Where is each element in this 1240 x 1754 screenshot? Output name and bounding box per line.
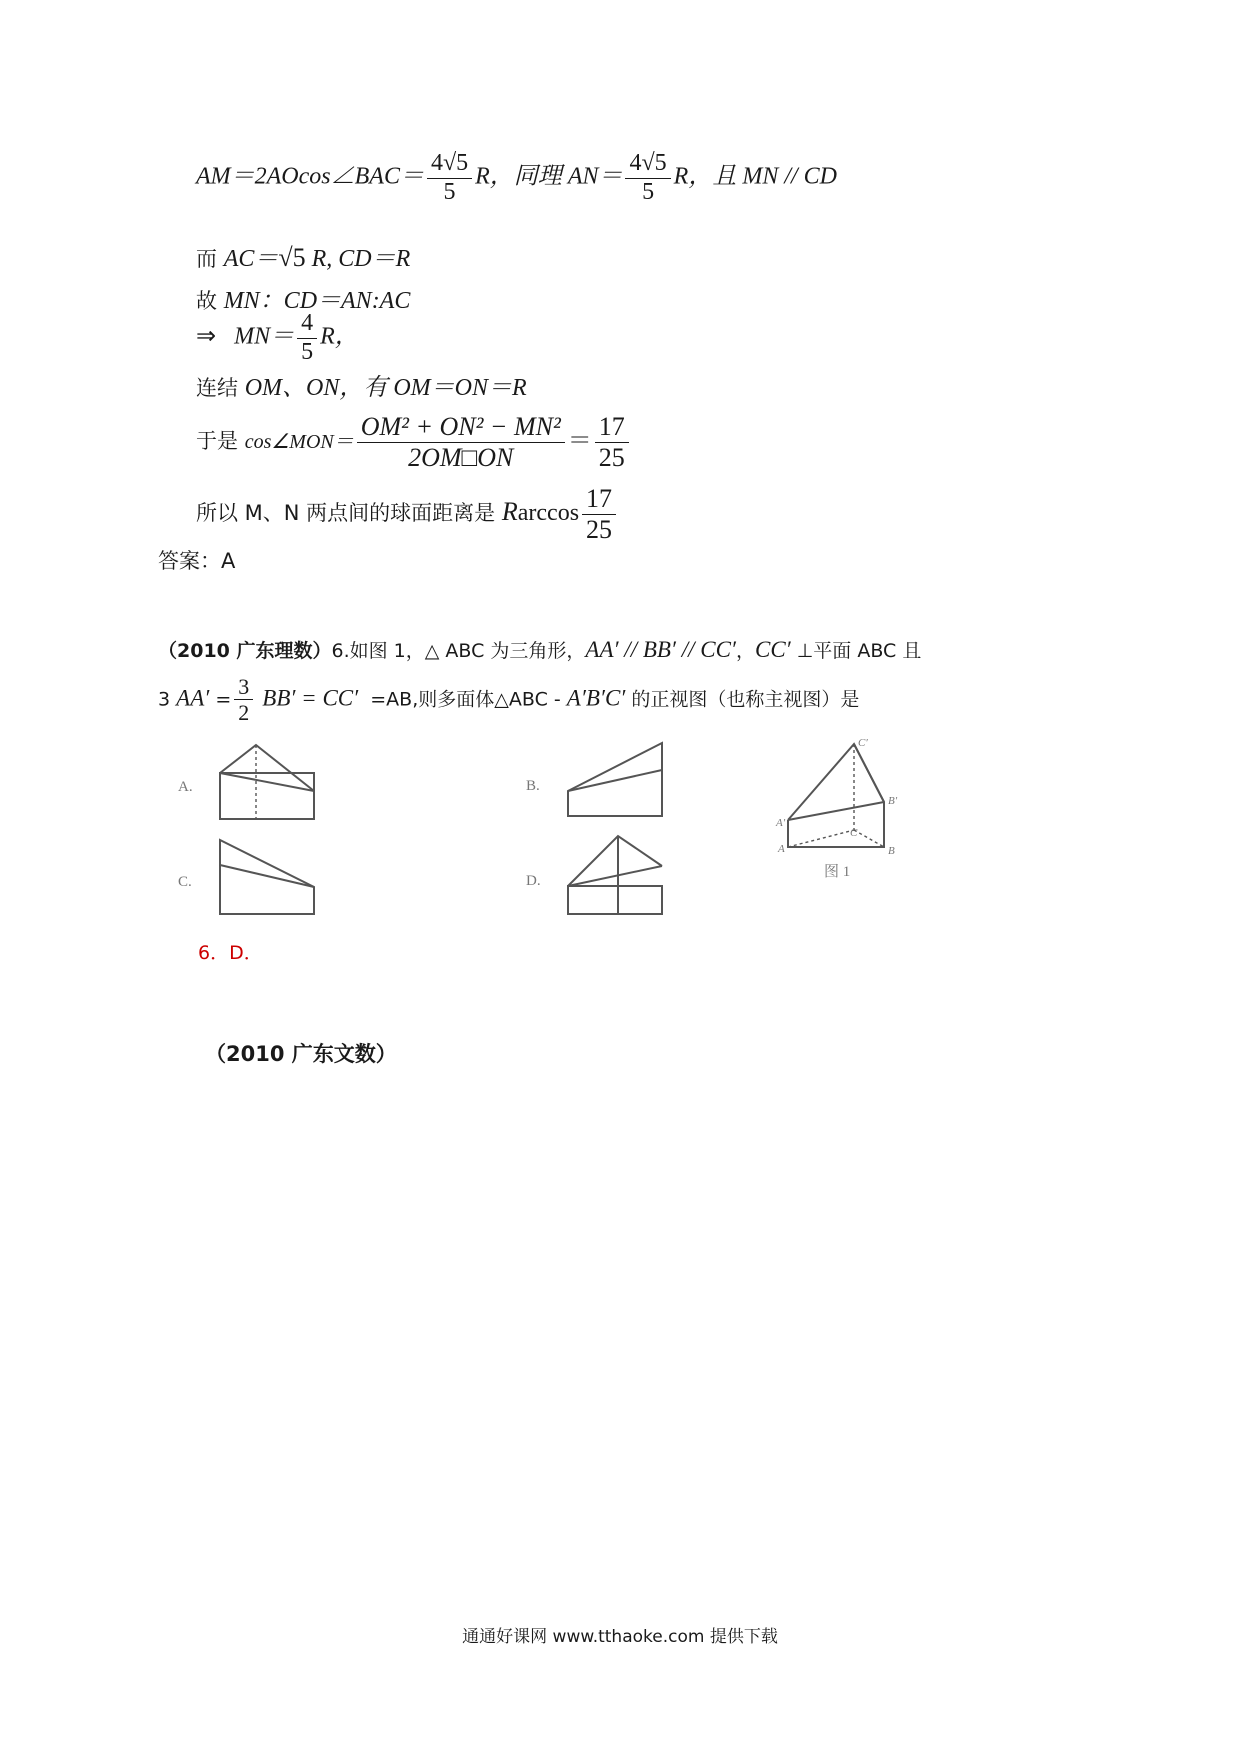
- answer-line: 答案：A: [158, 549, 236, 573]
- solution-line-3: 故 MN：CD＝AN:AC: [196, 288, 411, 314]
- solution-line-5: 连结 OM、ON，有 OM＝ON＝R: [196, 375, 527, 401]
- am-expression: AM＝2AOcos∠BAC＝: [196, 163, 424, 190]
- label-b-prime: B′: [888, 795, 898, 807]
- option-c-label: C.: [178, 874, 192, 890]
- option-figures: [150, 730, 1050, 930]
- solution-line-4: ⇒ MN＝ $\frac{4}{5}$ R，: [196, 310, 359, 365]
- problem-line-2: 3 AA′ = $\frac{3}{2}$ BB′ = CC′ =AB,则多面体△ABC - A′B′C′ 的正视图（也称主视图）是: [158, 674, 860, 726]
- fraction-17-over-25-b: $\frac{17}{25}$: [582, 484, 616, 545]
- fraction-4sqrt5-over-5: $\frac{4√5}{5}$: [427, 150, 472, 206]
- solution-line-2: 而 AC＝√5 R, CD＝R: [196, 243, 411, 272]
- answer-6: 6．D．: [198, 942, 263, 964]
- figure-1-polyhedron: [788, 744, 884, 847]
- next-problem-source: （2010 广东文数）: [205, 1042, 397, 1066]
- option-b-figure: [568, 743, 662, 816]
- label-c: C: [850, 827, 858, 839]
- fraction-4-over-5: $\frac{4}{5}$: [297, 310, 317, 366]
- cosine-fraction: $\frac{\text{OM² + ON² − MN²}}{2OM□ON}$: [357, 412, 565, 473]
- option-a-figure: [220, 745, 314, 819]
- solution-line-6: 于是 cos∠MON＝ $\frac{\text{OM² + ON² − MN²}}{2OM□ON}$ ＝ $\frac{17}{25}$: [196, 412, 632, 473]
- label-c-prime: C′: [858, 737, 868, 749]
- solution-line-1: AM＝2AOcos∠BAC＝ $\frac{4√5}{5}$ R，同理 AN＝ $\frac{4√5}{5}$ R，且 MN // CD: [196, 150, 838, 205]
- label-b: B: [888, 845, 895, 857]
- option-d-figure: [568, 836, 662, 914]
- solution-line-7: 所以 M、N 两点间的球面距离是 Rarccos $\frac{17}{25}$: [196, 484, 619, 545]
- page-footer: 通通好课网 www.tthaoke.com 提供下载: [462, 1627, 778, 1647]
- option-c-figure: [220, 840, 314, 914]
- problem-source: （2010 广东理数）: [158, 640, 332, 662]
- fraction-17-over-25: $\frac{17}{25}$: [595, 412, 629, 473]
- fraction-3-over-2: $\frac{3}{2}$: [234, 674, 253, 726]
- option-d-label: D.: [526, 873, 541, 889]
- label-a: A: [778, 843, 785, 855]
- fraction-4sqrt5-over-5-b: $\frac{4√5}{5}$: [625, 150, 670, 206]
- option-a-label: A.: [178, 779, 193, 795]
- option-b-label: B.: [526, 778, 540, 794]
- label-a-prime: A′: [776, 817, 786, 829]
- figure-1-caption: 图 1: [824, 864, 851, 880]
- problem-line-1: （2010 广东理数）6.如图 1，△ ABC 为三角形，AA′ // BB′ // CC′，CC′ ⊥平面 ABC 且: [158, 637, 922, 662]
